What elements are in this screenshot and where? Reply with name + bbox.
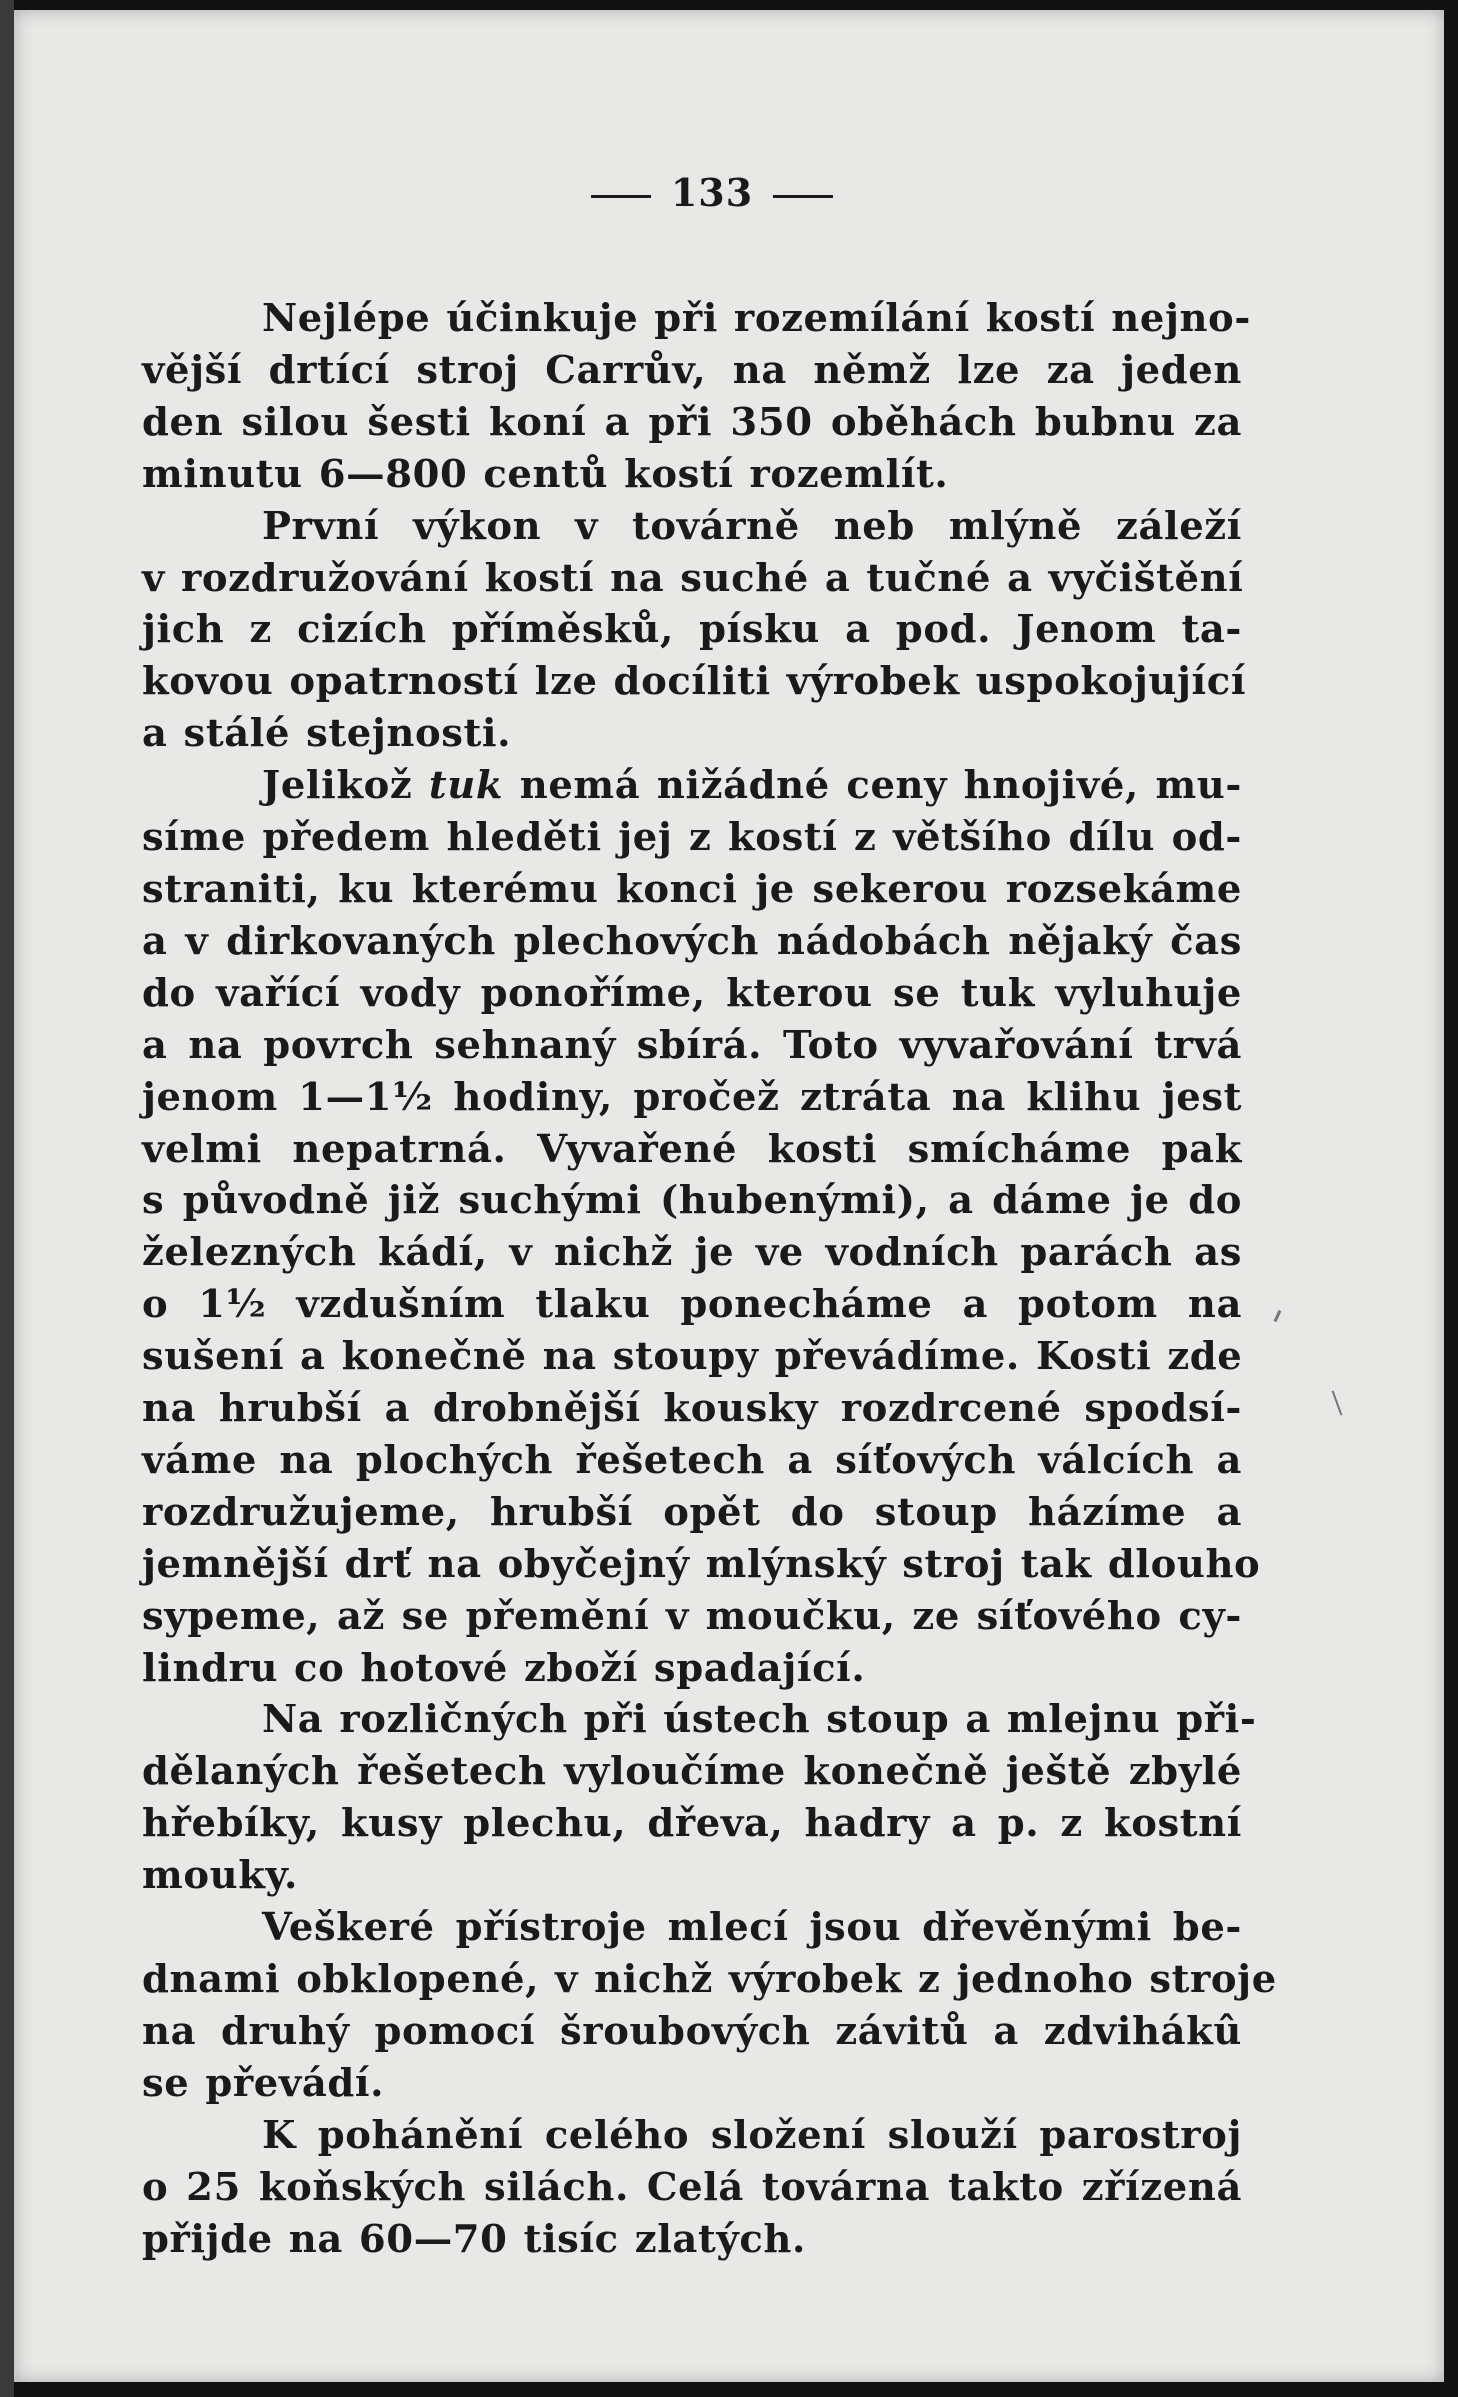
- dash-right: [773, 195, 833, 198]
- text-line: Na rozličných při ústech stoup a mlejnu při-: [262, 1697, 1257, 1743]
- book-edge: [0, 0, 14, 2397]
- text-line: Veškeré přístroje mlecí jsou dřevěnými be-: [262, 1905, 1242, 1951]
- text-line: dnami obklopené, v nichž výrobek z jednoho stroje: [142, 1957, 1277, 2002]
- text-line: na hrubší a drobnější kousky rozdrcené spodsí-: [142, 1386, 1242, 1432]
- italic-word: tuk: [428, 763, 504, 809]
- text-line: a v dirkovaných plechových nádobách nějaký čas: [142, 918, 1242, 964]
- text-line: K pohánění celého složení slouží parostroj: [262, 2112, 1242, 2158]
- text-line: a na povrch sehnaný sbírá. Toto vyvařování trvá: [142, 1022, 1242, 1068]
- text-line: jenom 1—1½ hodiny, pročež ztráta na klihu jest: [142, 1074, 1242, 1120]
- paragraph: [142, 760, 1261, 1694]
- text-line: a stálé stejnosti.: [142, 711, 512, 757]
- paragraph: [142, 1694, 1257, 1902]
- text-line: mouky.: [142, 1853, 299, 1899]
- stray-mark: [1332, 1390, 1343, 1415]
- text-line: na druhý pomocí šroubových závitů a zdvihákû: [142, 2008, 1242, 2054]
- text-line: o 1½ vzdušním tlaku ponecháme a potom na: [142, 1282, 1242, 1328]
- text-line: den silou šesti koní a při 350 oběhách bubnu za: [142, 399, 1242, 445]
- text-line: váme na plochých řešetech a síťových válcích a: [142, 1437, 1242, 1483]
- page-number: 133: [670, 170, 754, 215]
- dash-left: [591, 195, 651, 198]
- text-line: železných kádí, v nichž je ve vodních parách as: [142, 1230, 1242, 1276]
- text-line: sušení a konečně na stoupy převádíme. Kosti zde: [142, 1334, 1243, 1380]
- paragraph: [142, 2110, 1242, 2266]
- text-line: Jelikož tuk nemá nižádné ceny hnojivé, mu-: [262, 763, 1242, 809]
- paragraph: [142, 1902, 1277, 2110]
- text-line: síme předem hleděti jej z kostí z většího dílu od-: [142, 815, 1242, 861]
- paragraph: [142, 501, 1247, 761]
- text-line: sypeme, až se přemění v moučku, ze síťového cy-: [142, 1593, 1242, 1639]
- page-text: [142, 170, 1277, 2265]
- text-line: velmi nepatrná. Vyvařené kosti smícháme pak: [142, 1126, 1242, 1172]
- paragraph: [142, 293, 1251, 501]
- text-line: minutu 6—800 centů kostí rozemlít.: [142, 451, 949, 497]
- stray-mark: [1274, 1310, 1282, 1322]
- text-line: přijde na 60—70 tisíc zlatých.: [142, 2216, 806, 2262]
- text-line: jich z cizích příměsků, písku a pod. Jenom ta-: [142, 607, 1242, 653]
- text-line: rozdružujeme, hrubší opět do stoup házíme a: [142, 1489, 1242, 1535]
- text-line: První výkon v továrně neb mlýně záleží: [262, 503, 1242, 549]
- text-line: lindru co hotové zboží spadající.: [142, 1645, 866, 1691]
- text-line: se převádí.: [142, 2060, 385, 2106]
- text-line: straniti, ku kterému konci je sekerou rozsekáme: [142, 866, 1242, 912]
- page-number-header: [142, 170, 1242, 215]
- text-line: s původně již suchými (hubenými), a dáme je do: [142, 1178, 1242, 1224]
- text-line: hřebíky, kusy plechu, dřeva, hadry a p. z kostní: [142, 1801, 1242, 1847]
- text-line: dělaných řešetech vyloučíme konečně ještě zbylé: [142, 1749, 1242, 1795]
- text-line: jemnější drť na obyčejný mlýnský stroj tak dlouho: [142, 1541, 1261, 1587]
- text-line: Nejlépe účinkuje při rozemílání kostí nejno-: [262, 296, 1251, 341]
- text-line: vější drtící stroj Carrův, na němž lze za jeden: [142, 347, 1242, 393]
- text-line: do vařící vody ponoříme, kterou se tuk vyluhuje: [142, 970, 1242, 1016]
- text-line: o 25 koňských silách. Celá továrna takto zřízená: [142, 2164, 1242, 2210]
- text-line: v rozdružování kostí na suché a tučné a vyčištění: [142, 555, 1244, 601]
- text-line: kovou opatrností lze docíliti výrobek uspokojující: [142, 659, 1247, 705]
